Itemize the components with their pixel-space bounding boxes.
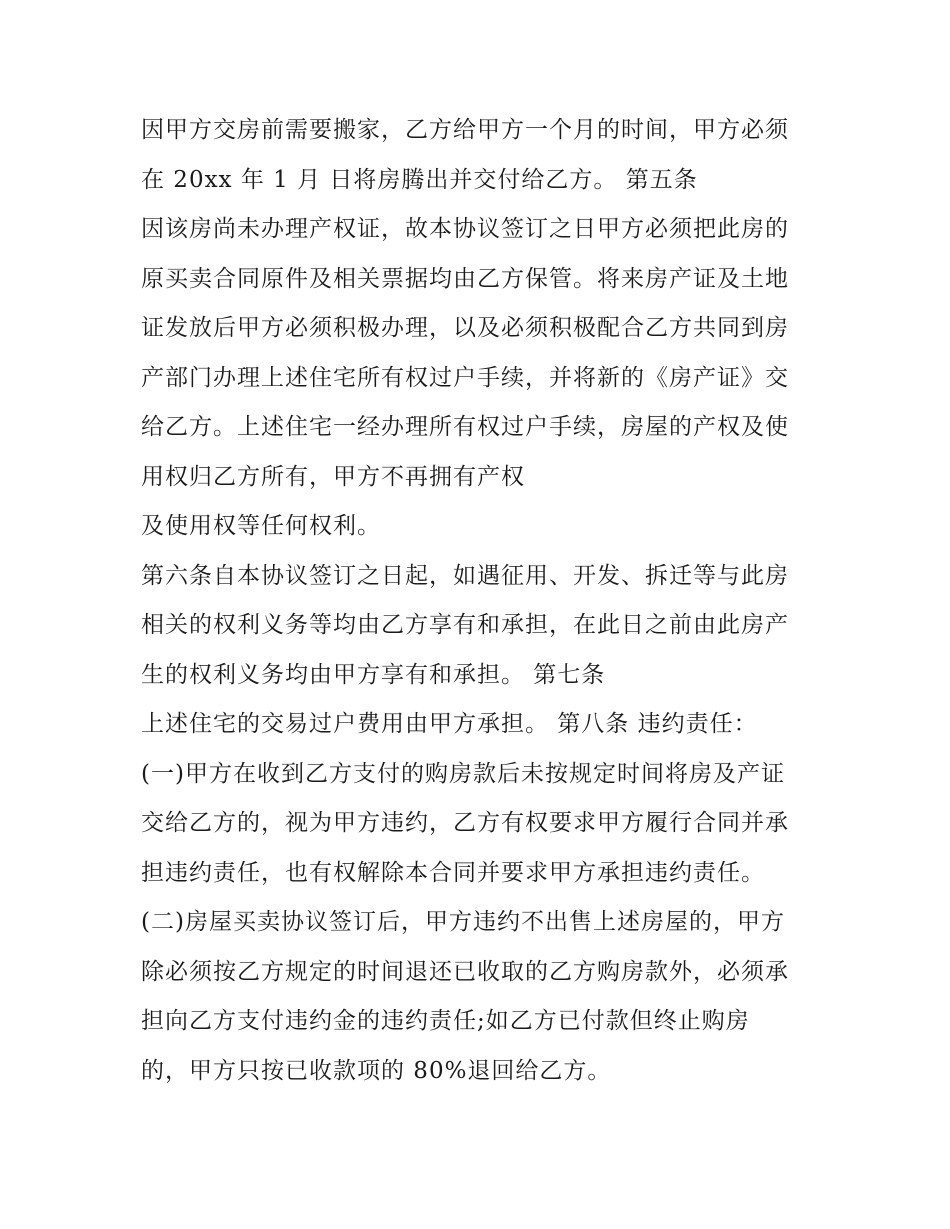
text-line: 因甲方交房前需要搬家，乙方给甲方一个月的时间，甲方必须 bbox=[141, 117, 789, 143]
text-line: (二)房屋买卖协议签订后，甲方违约不出售上述房屋的，甲方 bbox=[141, 909, 785, 935]
text-line: 担向乙方支付违约金的违约责任;如乙方已付款但终止购房 bbox=[141, 1008, 750, 1034]
text-line: 生的权利义务均由甲方享有和承担。 第七条 bbox=[141, 661, 606, 688]
text-line: 第六条自本协议签订之日起，如遇征用、开发、拆迁等与此房 bbox=[141, 562, 789, 589]
text-line: 交给乙方的，视为甲方违约，乙方有权要求甲方履行合同并承 bbox=[141, 810, 789, 836]
contract-text-body bbox=[141, 106, 821, 1096]
text-line: 上述住宅的交易过户费用由甲方承担。 第八条 违约责任： bbox=[141, 711, 758, 737]
text-line: 产部门办理上述住宅所有权过户手续，并将新的《房产证》交 bbox=[141, 364, 789, 391]
text-line: 的，甲方只按已收款项的 80%退回给乙方。 bbox=[141, 1057, 612, 1084]
text-line: 担违约责任，也有权解除本合同并要求甲方承担违约责任。 bbox=[141, 859, 765, 886]
text-line: 因该房尚未办理产权证，故本协议签订之日甲方必须把此房的 bbox=[141, 216, 789, 242]
text-line: 给乙方。上述住宅一经办理所有权过户手续，房屋的产权及使 bbox=[141, 414, 789, 440]
text-line: 除必须按乙方规定的时间退还已收取的乙方购房款外，必须承 bbox=[141, 958, 789, 985]
text-line: 原买卖合同原件及相关票据均由乙方保管。将来房产证及土地 bbox=[141, 265, 789, 292]
text-line: 相关的权利义务等均由乙方享有和承担，在此日之前由此房产 bbox=[141, 612, 789, 638]
text-line: 及使用权等任何权利。 bbox=[141, 513, 381, 539]
text-line: (一)甲方在收到乙方支付的购房款后未按规定时间将房及产证 bbox=[141, 760, 785, 787]
text-line: 在 20xx 年 1 月 日将房腾出并交付给乙方。 第五条 bbox=[141, 166, 698, 193]
text-line: 用权归乙方所有，甲方不再拥有产权 bbox=[141, 463, 525, 490]
text-line: 证发放后甲方必须积极办理，以及必须积极配合乙方共同到房 bbox=[141, 315, 789, 341]
